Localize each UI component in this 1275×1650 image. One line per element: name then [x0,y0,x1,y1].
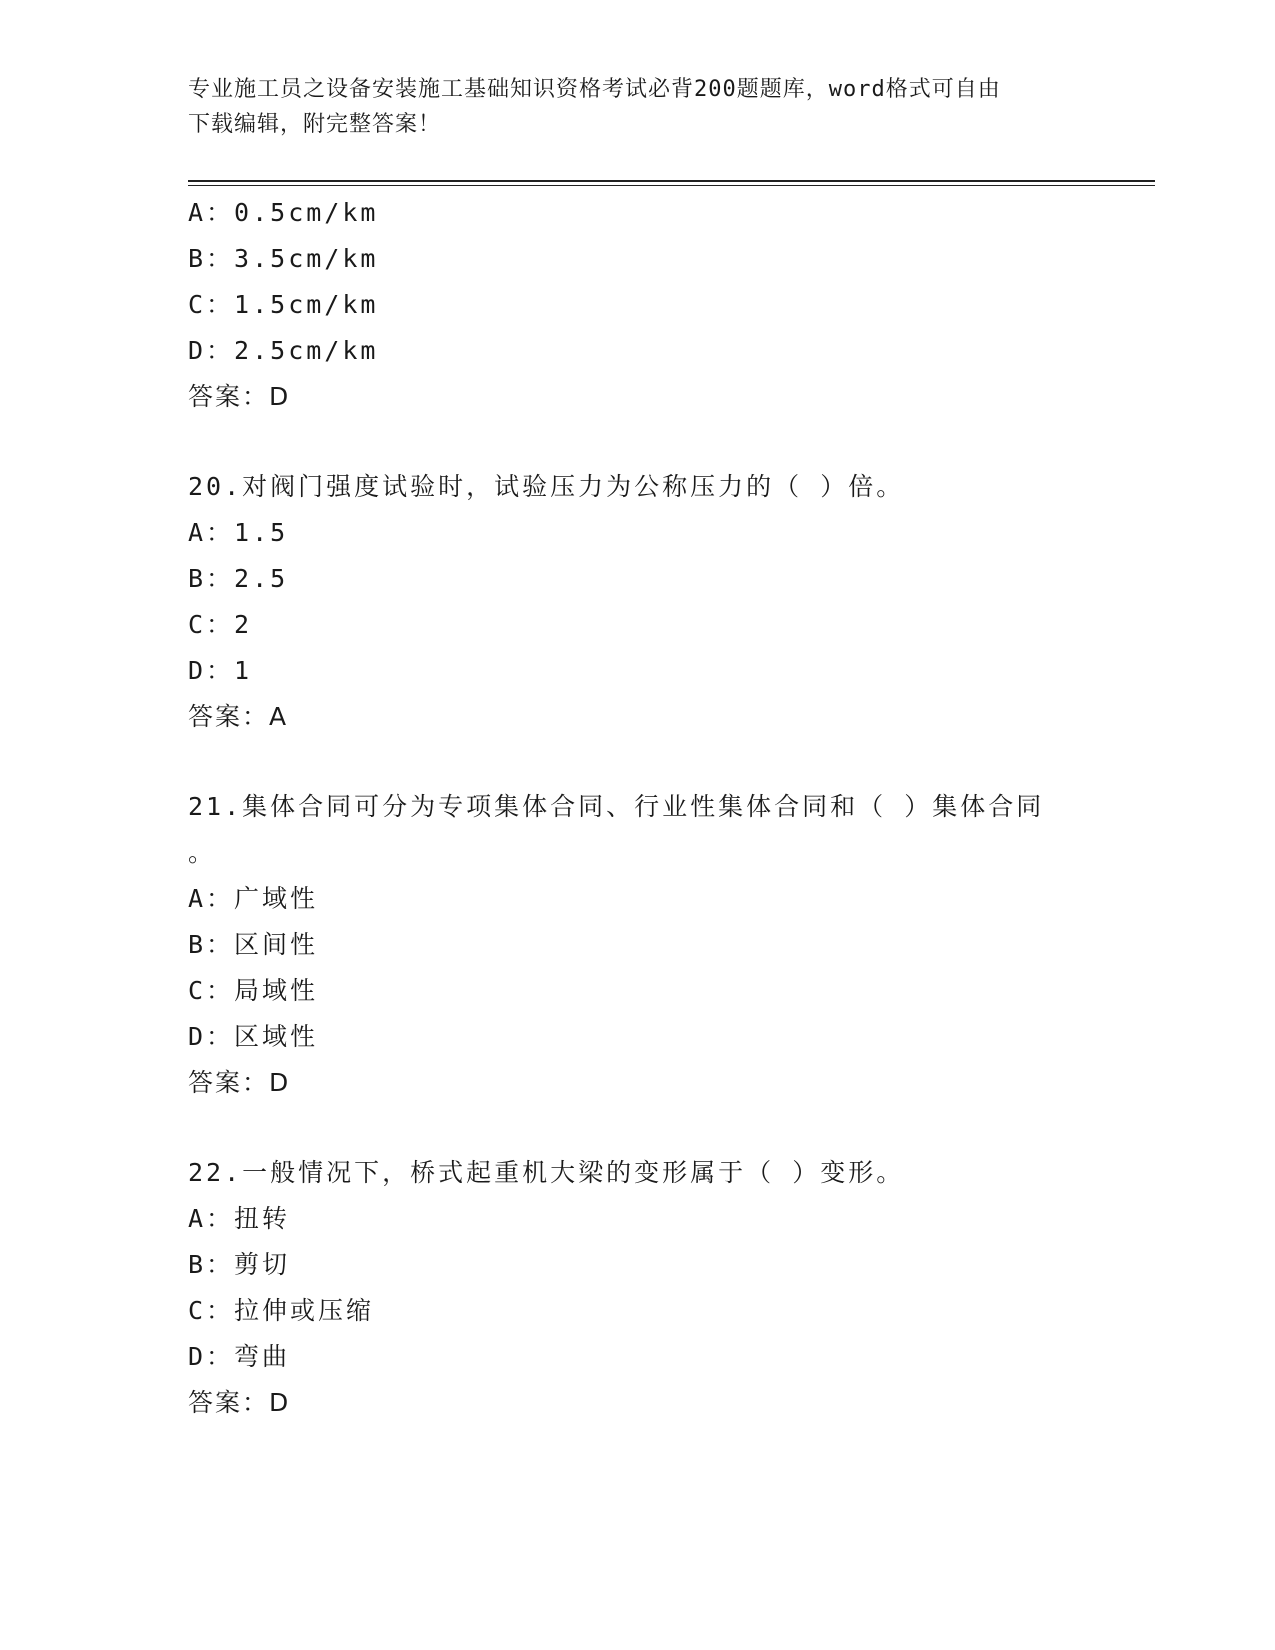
header-rule-thick [188,180,1155,182]
option-c: C：1.5cm/km [188,290,379,319]
option-d: D：区域性 [188,1022,319,1051]
option-a: A：广域性 [188,884,319,913]
option-c: C：2 [188,610,253,639]
question-block-19 [188,190,1128,420]
option-c: C：拉伸或压缩 [188,1296,375,1325]
question-text: 22.一般情况下，桥式起重机大梁的变形属于（ ）变形。 [188,1158,905,1187]
block-spacer [188,1106,1128,1150]
question-block-20 [188,464,1128,740]
option-d: D：2.5cm/km [188,336,379,365]
option-b: B：区间性 [188,930,319,959]
block-spacer [188,420,1128,464]
option-c: C：局域性 [188,976,319,1005]
option-a: A：1.5 [188,518,289,547]
option-a: A：0.5cm/km [188,198,379,227]
question-text-continued: 。 [188,838,217,867]
question-block-21 [188,784,1128,1106]
question-text: 21.集体合同可分为专项集体合同、行业性集体合同和（ ）集体合同 [188,792,1045,821]
question-block-22 [188,1150,1128,1426]
option-b: B：2.5 [188,564,289,593]
header-line-1: 专业施工员之设备安装施工基础知识资格考试必背200题题库，word格式可自由 [188,77,1001,102]
question-text: 20.对阀门强度试验时，试验压力为公称压力的（ ）倍。 [188,472,905,501]
header-rule-thin [188,185,1155,186]
option-b: B：3.5cm/km [188,244,379,273]
option-b: B：剪切 [188,1250,291,1279]
block-spacer [188,740,1128,784]
option-a: A：扭转 [188,1204,291,1233]
option-d: D：弯曲 [188,1342,291,1371]
option-d: D：1 [188,656,253,685]
answer-line: 答案：D [188,1068,291,1097]
answer-line: 答案：D [188,382,291,411]
answer-line: 答案：D [188,1388,291,1417]
header-line-2: 下载编辑，附完整答案！ [188,112,442,137]
document-body [188,190,1128,1426]
document-header [188,72,1088,142]
answer-line: 答案：A [188,702,289,731]
